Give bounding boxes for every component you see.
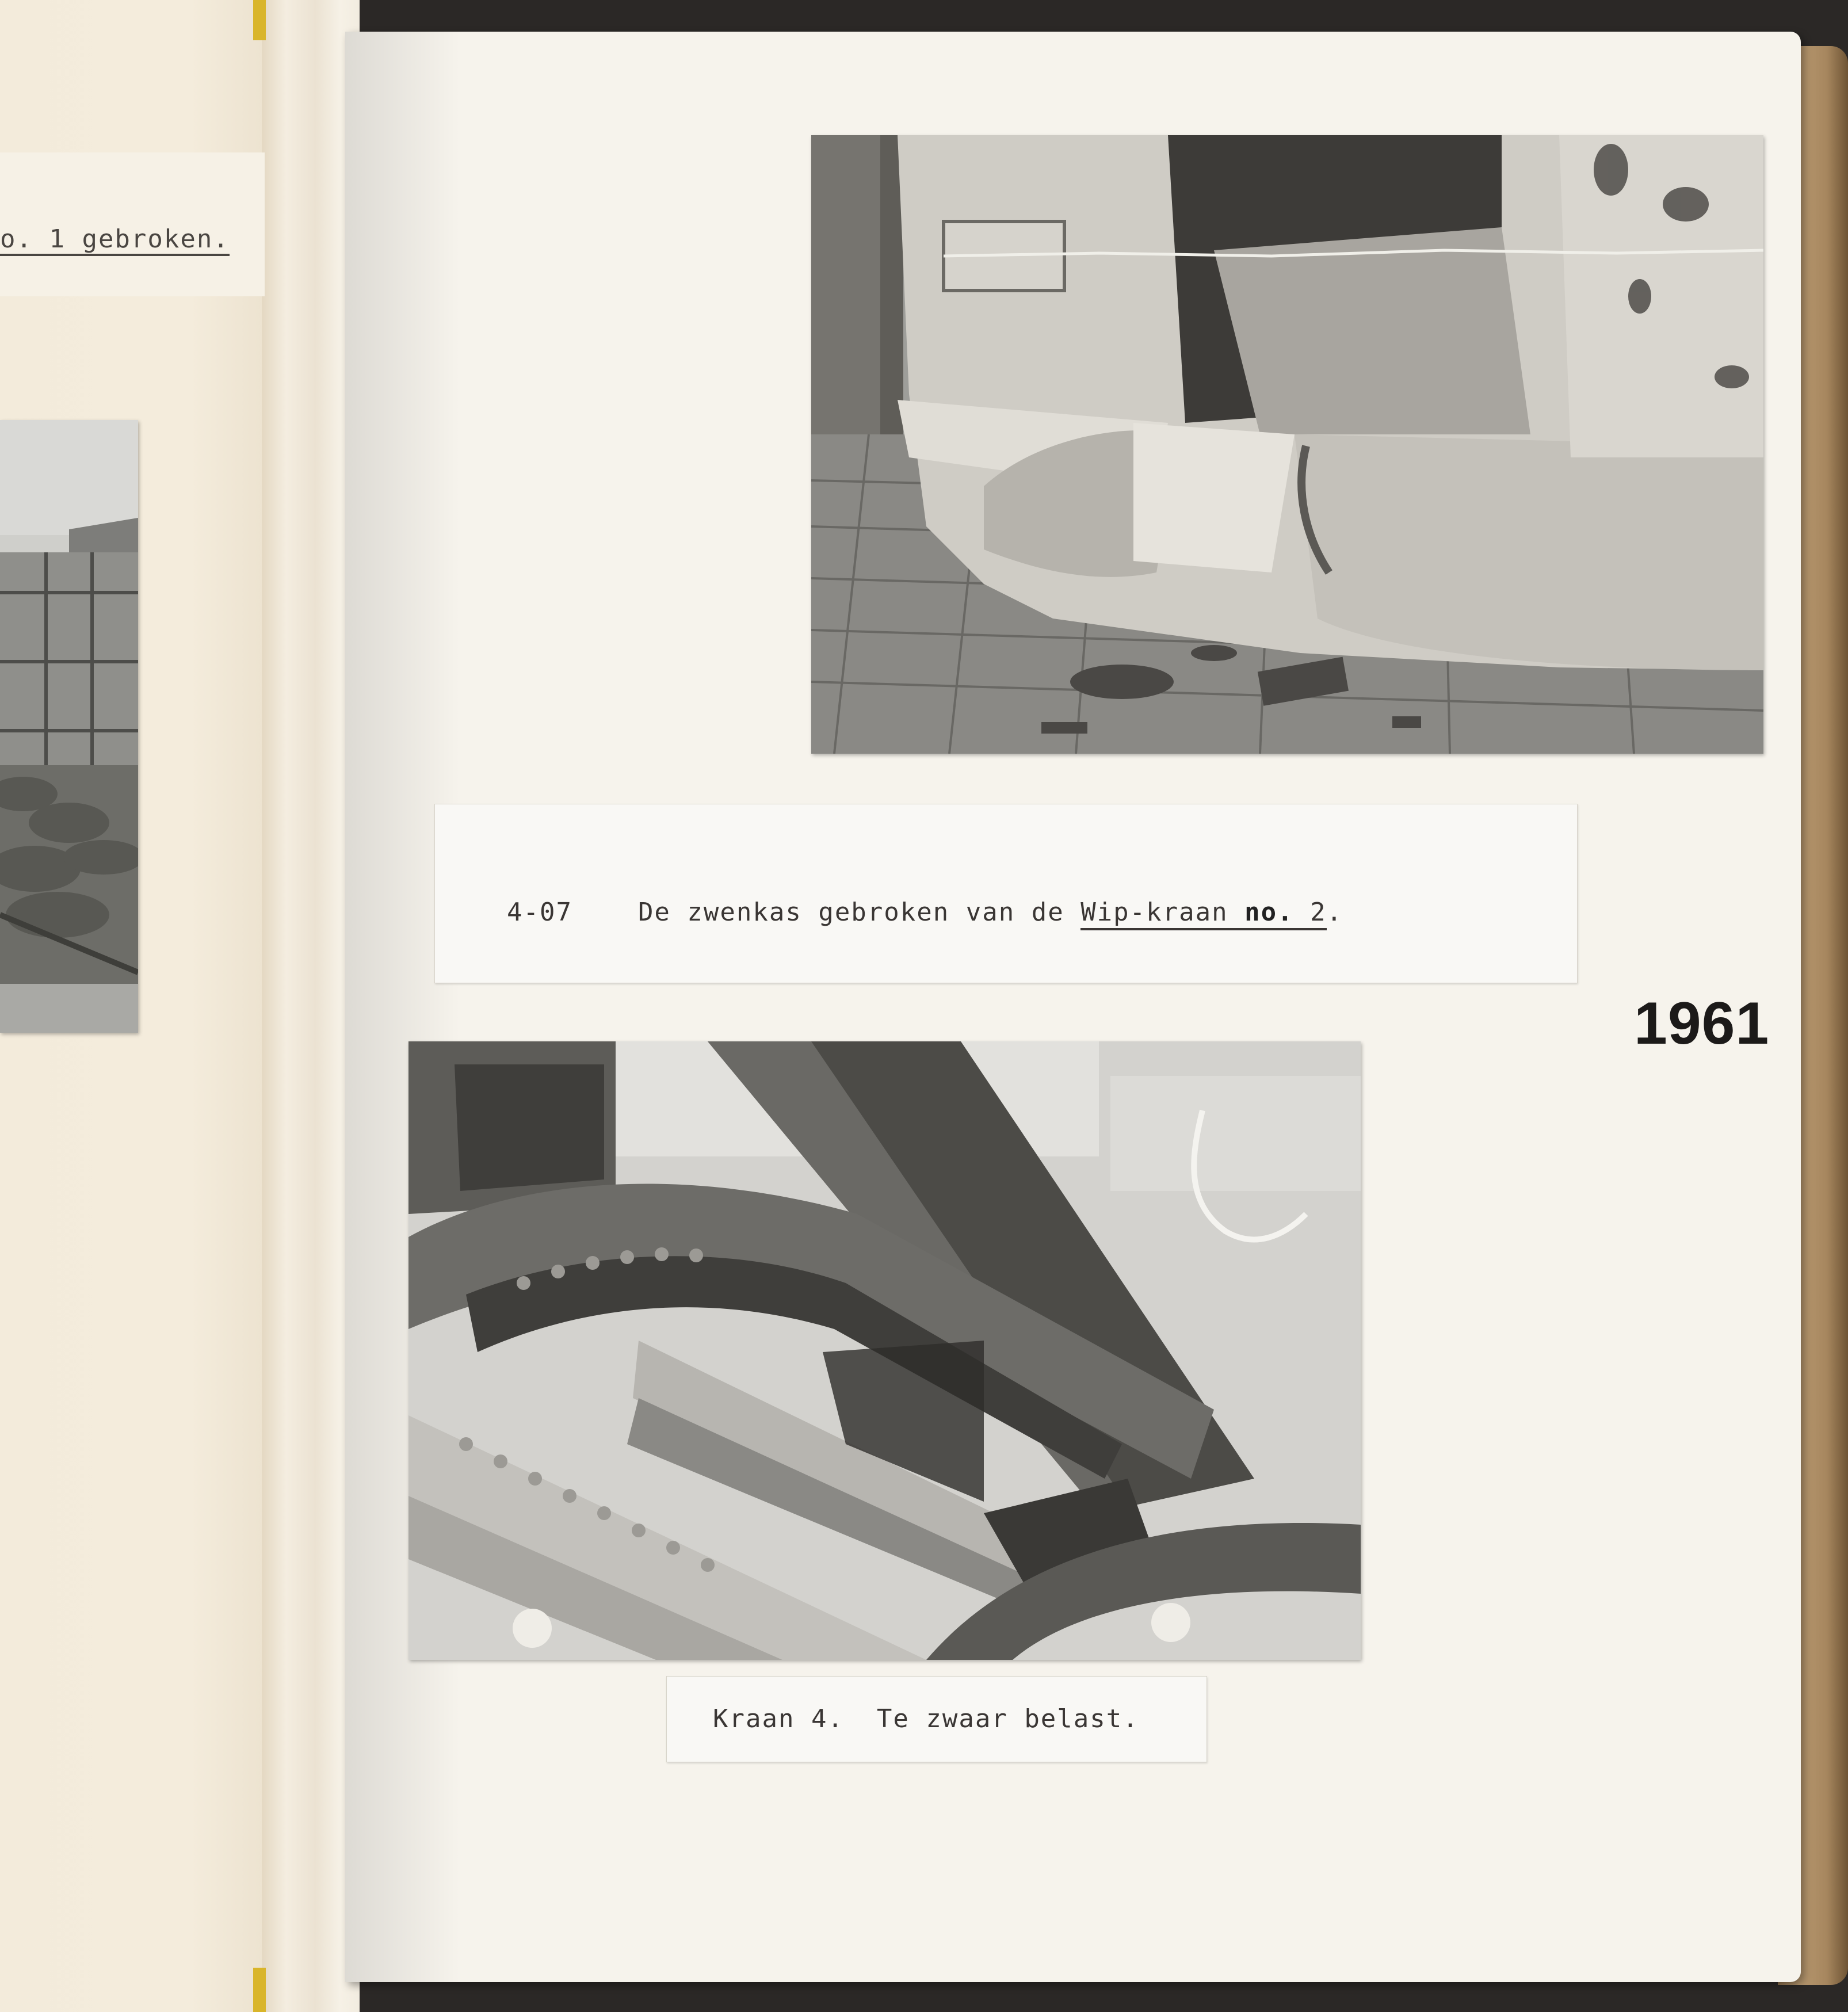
- caption-overloaded-crane: Kraan 4. Te zwaar belast.: [713, 1704, 1139, 1734]
- page-gutter-shadow: [345, 32, 460, 1982]
- caption-pivot-axle: [507, 898, 1343, 927]
- caption-crane-number: 2: [1293, 898, 1327, 927]
- caption-date: 4-07: [507, 898, 572, 927]
- year-stamp: 1961: [1634, 990, 1770, 1057]
- caption-crane-name: Wip-kraan: [1080, 898, 1245, 927]
- left-caption-text: o. 1 gebroken.: [0, 224, 230, 256]
- caption-slip-overloaded-crane: [666, 1676, 1207, 1762]
- caption-crane-abbrev: no.: [1244, 898, 1294, 927]
- spine-binding-top: [253, 0, 266, 40]
- left-caption-fragment: [0, 224, 230, 254]
- caption-slip-pivot-axle: [434, 804, 1578, 983]
- left-photo-warehouse: [0, 420, 138, 1033]
- photo-overloaded-crane: [408, 1041, 1361, 1660]
- photo-broken-pivot-axle: [811, 135, 1763, 754]
- caption-text-main: De zwenkas gebroken van de: [637, 898, 1081, 927]
- caption-period: .: [1326, 898, 1343, 927]
- spine-binding-bottom: [253, 1968, 266, 2012]
